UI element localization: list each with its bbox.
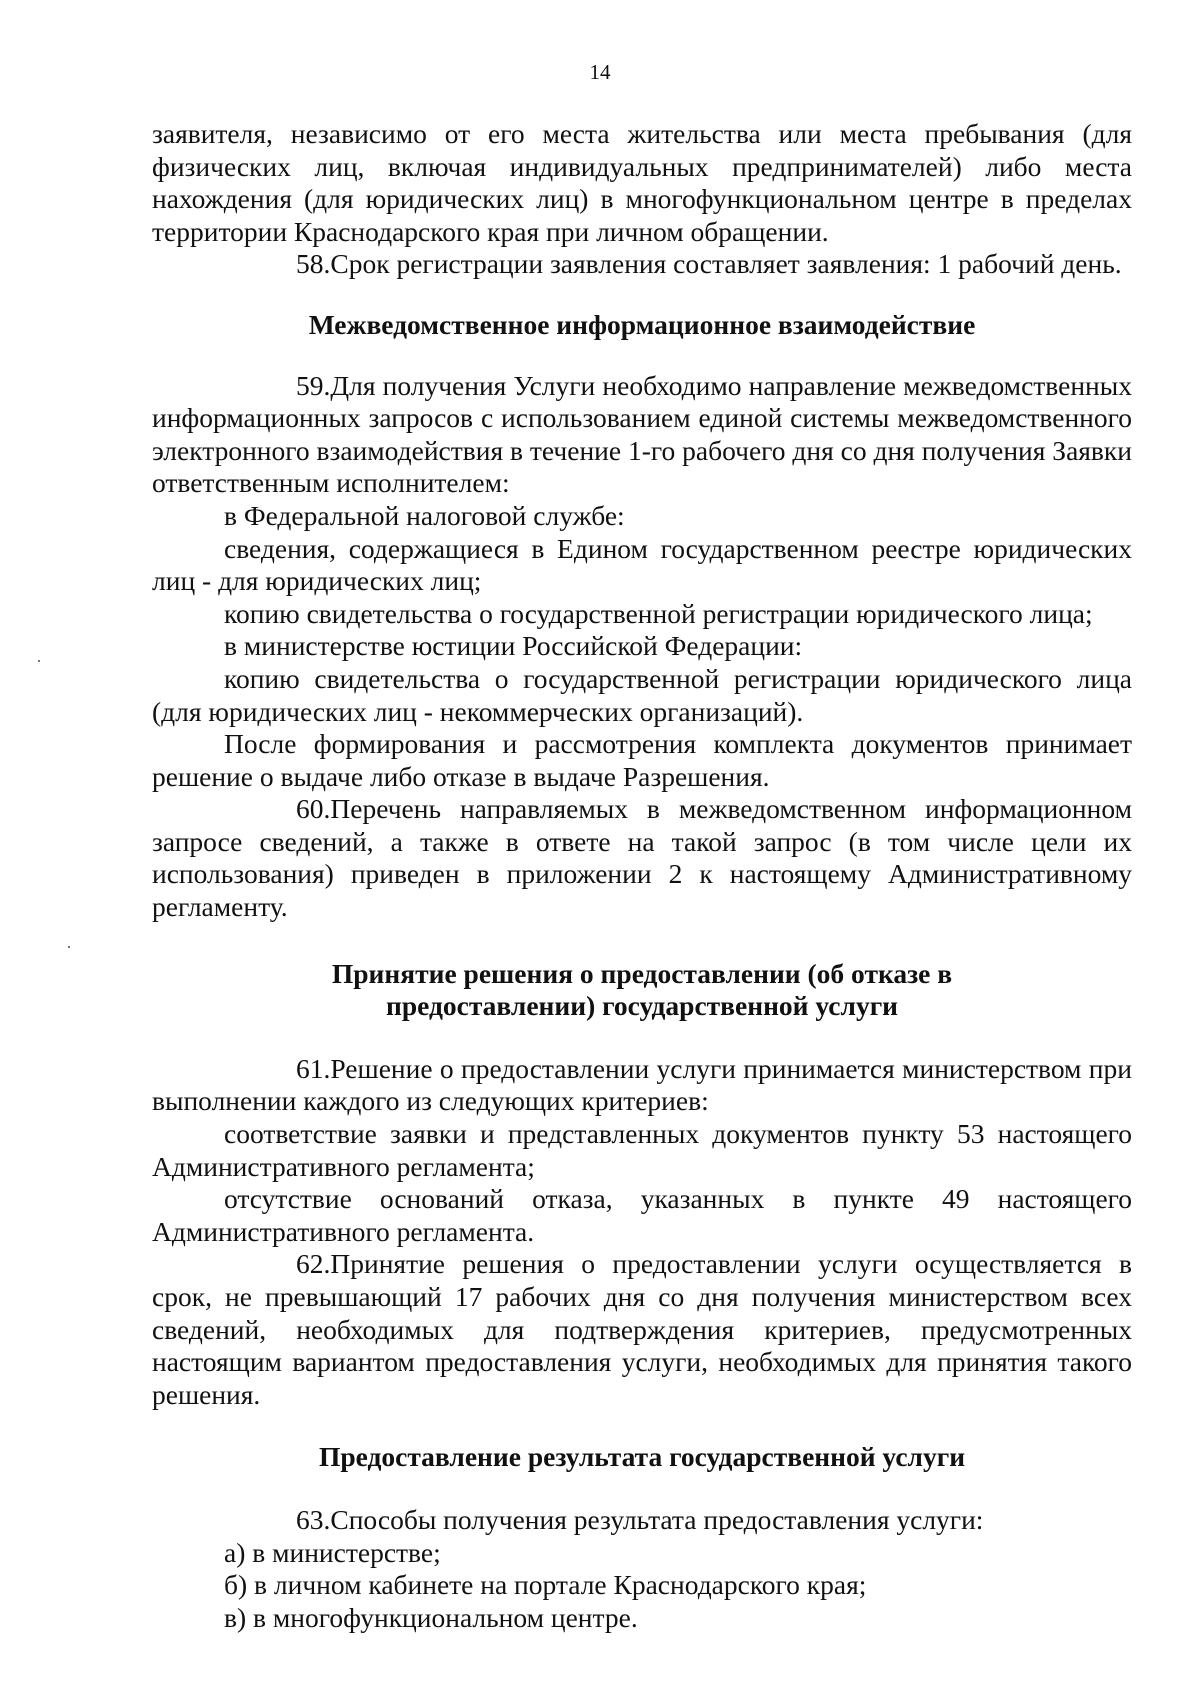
paragraph-text: Для получения Услуги необходимо направление межведомственных информационных запросов с использованием единой системы межведомственного электронного взаимодействия в течение 1-го рабочего дня со дня получения Заявки ответственным исполнителем: <box>152 369 1132 499</box>
paragraph-58 <box>152 248 1132 281</box>
paragraph-number: 58. <box>296 248 331 280</box>
document-body <box>152 118 1132 1634</box>
margin-mark <box>38 660 40 662</box>
list-item: После формирования и рассмотрения комплекта документов принимает решение о выдаче либо отказе в выдаче Разрешения. <box>152 728 1132 792</box>
paragraph-60 <box>152 793 1132 923</box>
list-item: копию свидетельства о государственной регистрации юридического лица (для юридических лиц - некоммерческих организаций). <box>152 662 1132 727</box>
heading-line: Принятие решения о предоставлении (об отказе в <box>331 957 953 989</box>
paragraph-number: 59. <box>296 369 331 401</box>
paragraph-number: 63. <box>296 1503 331 1535</box>
list-item: б) в личном кабинете на портале Краснодарского края; <box>224 1569 867 1601</box>
paragraph-text: Принятие решения о предоставлении услуги осуществляется в срок, не превышающий 17 рабочих дня со дня получения министерством всех сведений, необходимых для подтверждения критериев, предусмотренных настоящим вариантом предоставления услуги, необходимых для принятия такого решения. <box>152 1248 1132 1410</box>
heading-line: предоставлении) государственной услуги <box>385 990 899 1022</box>
paragraph-text: Перечень направляемых в межведомственном информационном запросе сведений, а также в ответе на такой запрос (в том числе цели их использования) приведен в приложении 2 к настоящему Административному регламенту. <box>152 793 1132 923</box>
list-item: в министерстве юстиции Российской Федерации: <box>224 630 803 662</box>
section-heading-decision <box>152 958 1132 1023</box>
paragraph-number: 60. <box>296 793 331 825</box>
margin-mark <box>68 946 70 948</box>
list-item: а) в министерстве; <box>224 1536 441 1568</box>
list-item: соответствие заявки и представленных документов пункту 53 настоящего Административного регламента; <box>152 1118 1132 1182</box>
paragraph-63 <box>152 1504 1132 1537</box>
paragraph-continuation: заявителя, независимо от его места жительства или места пребывания (для физических лиц, включая индивидуальных предпринимателей) либо места нахождения (для юридических лиц) в многофункциональном центре в пределах территории Краснодарского края при личном обращении. <box>152 118 1132 247</box>
paragraph-text: Срок регистрации заявления составляет заявления: 1 рабочий день. <box>330 248 1122 280</box>
page-number: 14 <box>589 60 611 84</box>
section-heading-result: Предоставление результата государственной услуги <box>318 1441 966 1473</box>
paragraph-59 <box>152 370 1132 500</box>
paragraph-61 <box>152 1053 1132 1118</box>
section-heading-interagency: Межведомственное информационное взаимодействие <box>308 308 976 340</box>
paragraph-text: Решение о предоставлении услуги принимается министерством при выполнении каждого из следующих критериев: <box>152 1052 1132 1117</box>
list-item: сведения, содержащиеся в Едином государственном реестре юридических лиц - для юридических лиц; <box>152 532 1132 597</box>
paragraph-text: Способы получения результата предоставления услуги: <box>330 1503 984 1535</box>
paragraph-62 <box>152 1248 1132 1411</box>
paragraph-number: 61. <box>296 1052 331 1084</box>
list-item: в Федеральной налоговой службе: <box>224 499 625 531</box>
list-item: копию свидетельства о государственной регистрации юридического лица; <box>224 597 1093 629</box>
list-item: в) в многофункциональном центре. <box>224 1601 638 1633</box>
list-item: отсутствие оснований отказа, указанных в пункте 49 настоящего Административного регламента. <box>152 1183 1132 1247</box>
paragraph-number: 62. <box>296 1248 331 1280</box>
